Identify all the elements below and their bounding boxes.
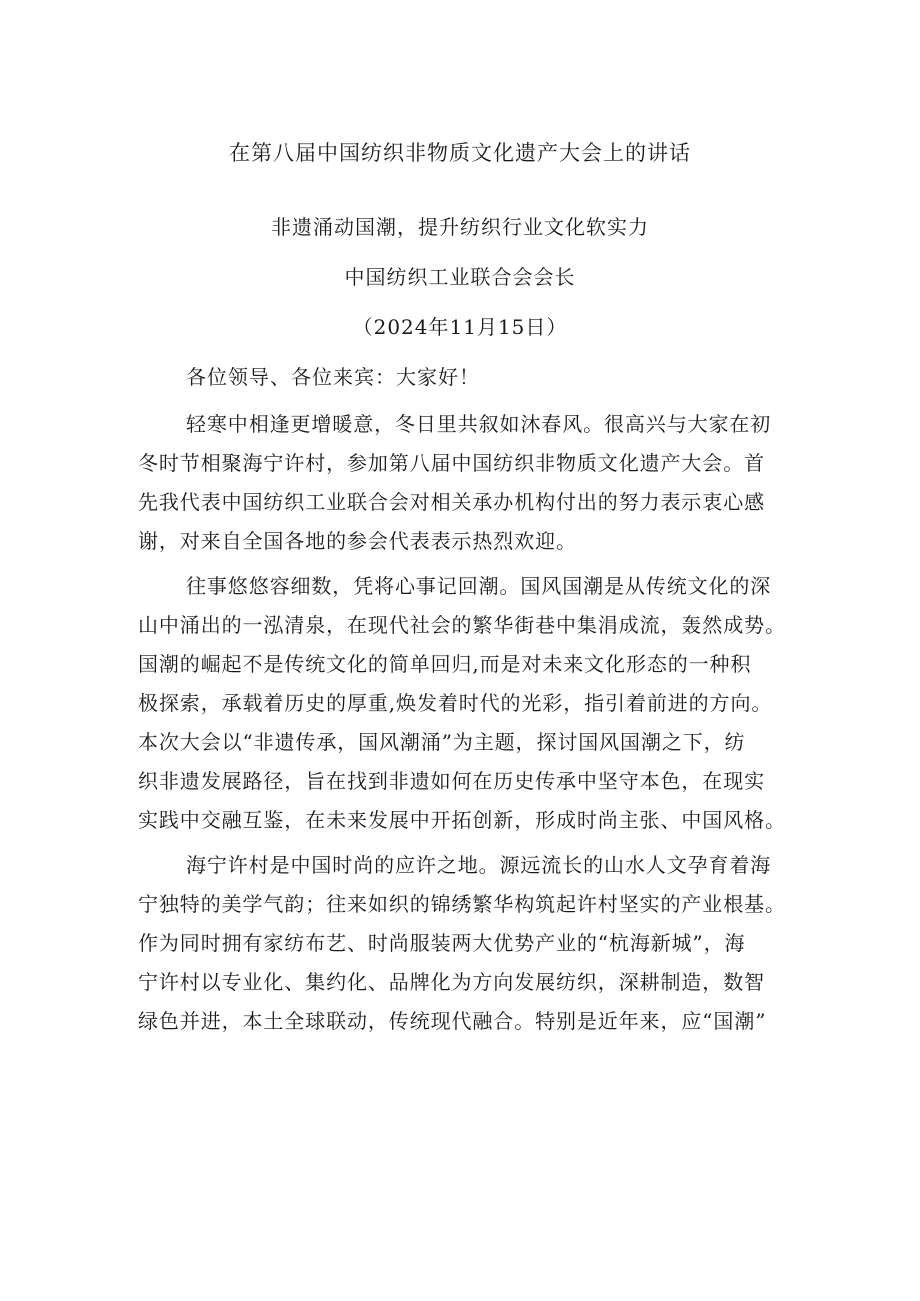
text-line: 宁独特的美学气韵；往来如织的锦绣繁华构筑起许村坚实的产业根基。: [138, 892, 786, 916]
text-line: 谢，对来自全国各地的参会代表表示热烈欢迎。: [138, 529, 577, 553]
text-line: 往事悠悠容细数，凭将心事记回潮。国风国潮是从传统文化的深: [186, 574, 772, 598]
text-line: 轻寒中相逢更增暖意，冬日里共叙如沐春风。很高兴与大家在初: [186, 412, 772, 436]
speech-body: [138, 410, 798, 1046]
text-line: 绿色并进，本土全球联动，传统现代融合。特别是近年来，应“国潮”: [138, 1009, 767, 1033]
text-line: 本次大会以“非遗传承，国风潮涌”为主题，探讨国风国潮之下，纺: [138, 730, 746, 754]
text-line: 海宁许村是中国时尚的应许之地。源远流长的山水人文孕育着海: [186, 853, 772, 877]
document-title: 在第八届中国纺织非物质文化遗产大会上的讲话: [229, 141, 691, 165]
text-line: 极探索，承载着历史的厚重,焕发着时代的光彩，指引着前进的方向。: [138, 691, 773, 715]
text-line: 实践中交融互鉴，在未来发展中开拓创新，形成时尚主张、中国风格。: [138, 808, 786, 832]
speaker-title: 中国纺织工业联合会会长: [344, 265, 576, 289]
text-line: 织非遗发展路径，旨在找到非遗如何在历史传承中坚守本色，在现实: [138, 769, 765, 793]
text-line: 冬时节相聚海宁许村，参加第八届中国纺织非物质文化遗产大会。首: [138, 451, 765, 475]
text-line: 宁许村以专业化、集约化、品牌化为方向发展纺织，深耕制造，数智: [138, 970, 765, 994]
text-line: 山中涌出的一泓清泉，在现代社会的繁华街巷中集涓成流，轰然成势。: [138, 613, 786, 637]
text-line: 作为同时拥有家纺布艺、时尚服装两大优势产业的“杭海新城”，海: [138, 931, 746, 955]
speech-date: （2024年11月15日）: [352, 315, 568, 339]
greeting: 各位领导、各位来宾：大家好！: [186, 365, 480, 389]
document-subtitle: 非遗涌动国潮，提升纺织行业文化软实力: [271, 215, 649, 239]
text-line: 先我代表中国纺织工业联合会对相关承办机构付出的努力表示衷心感: [138, 490, 765, 514]
text-line: 国潮的崛起不是传统文化的简单回归,而是对未来文化形态的一种积: [138, 652, 752, 676]
